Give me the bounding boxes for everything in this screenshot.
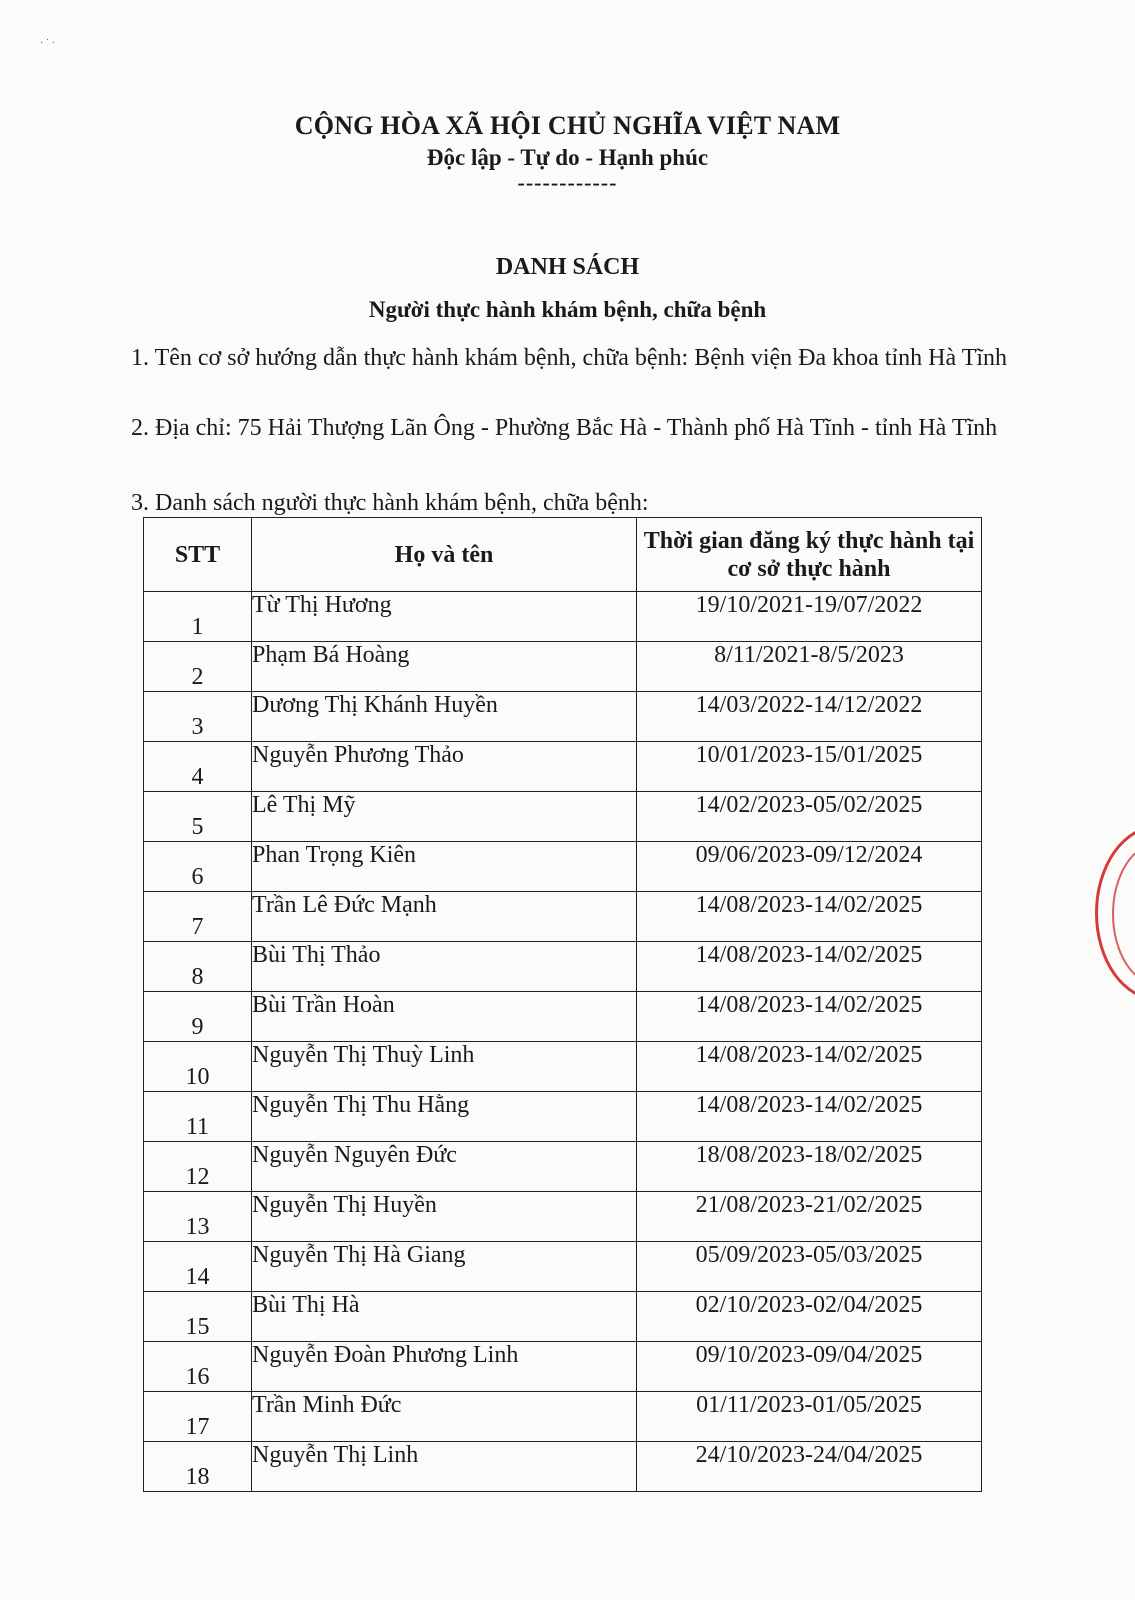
table-row [144,842,982,892]
document-subtitle: Người thực hành khám bệnh, chữa bệnh [368,297,767,322]
table-row [144,1392,982,1442]
row-stt: 8 [144,942,252,992]
table-row [144,892,982,942]
red-seal-stamp [1095,825,1135,1001]
row-stt: 10 [144,1042,252,1092]
table-header-row [144,518,982,592]
row-period: 21/08/2023-21/02/2025 [637,1192,982,1242]
row-name: Bùi Thị Hà [252,1292,637,1342]
row-name: Phan Trọng Kiên [252,842,637,892]
row-stt: 2 [144,642,252,692]
table-row [144,1142,982,1192]
item-list-intro: 3. Danh sách người thực hành khám bệnh, chữa bệnh: [131,490,649,516]
row-stt: 9 [144,992,252,1042]
row-period: 24/10/2023-24/04/2025 [637,1442,982,1492]
table-row [144,1242,982,1292]
table-row [144,1442,982,1492]
row-name: Trần Lê Đức Mạnh [252,892,637,942]
header-stt: STT [144,518,252,592]
row-stt: 15 [144,1292,252,1342]
row-period: 02/10/2023-02/04/2025 [637,1292,982,1342]
nation-header: CỘNG HÒA XÃ HỘI CHỦ NGHĨA VIỆT NAM [294,111,841,140]
row-stt: 3 [144,692,252,742]
row-name: Nguyễn Thị Huyền [252,1192,637,1242]
row-period: 05/09/2023-05/03/2025 [637,1242,982,1292]
table-body [144,592,982,1492]
item-facility-name: 1. Tên cơ sở hướng dẫn thực hành khám bệnh, chữa bệnh: Bệnh viện Đa khoa tỉnh Hà Tĩnh [131,345,1008,371]
item-address: 2. Địa chỉ: 75 Hải Thượng Lãn Ông - Phường Bắc Hà - Thành phố Hà Tĩnh - tỉnh Hà Tĩnh [131,415,998,441]
row-period: 01/11/2023-01/05/2025 [637,1392,982,1442]
row-name: Lê Thị Mỹ [252,792,637,842]
row-period: 09/06/2023-09/12/2024 [637,842,982,892]
row-name: Bùi Thị Thảo [252,942,637,992]
row-stt: 16 [144,1342,252,1392]
practitioner-table [143,517,982,1492]
row-stt: 6 [144,842,252,892]
table-row [144,642,982,692]
row-period: 10/01/2023-15/01/2025 [637,742,982,792]
table-row [144,692,982,742]
row-period: 18/08/2023-18/02/2025 [637,1142,982,1192]
row-period: 19/10/2021-19/07/2022 [637,592,982,642]
header-period: Thời gian đăng ký thực hành tại cơ sở thực hành [637,518,982,592]
row-name: Bùi Trần Hoàn [252,992,637,1042]
row-period: 8/11/2021-8/5/2023 [637,642,982,692]
header-separator: ------------ [517,170,618,195]
scan-specks: · ˙ · [40,38,55,49]
table-row [144,1192,982,1242]
row-stt: 14 [144,1242,252,1292]
header-name: Họ và tên [252,518,637,592]
table-row [144,992,982,1042]
row-name: Nguyễn Nguyên Đức [252,1142,637,1192]
table-row [144,942,982,992]
row-period: 14/08/2023-14/02/2025 [637,1042,982,1092]
row-stt: 4 [144,742,252,792]
row-name: Nguyễn Đoàn Phương Linh [252,1342,637,1392]
row-stt: 12 [144,1142,252,1192]
row-name: Nguyễn Thị Linh [252,1442,637,1492]
document-title: DANH SÁCH [495,254,640,280]
table-row [144,792,982,842]
row-period: 14/03/2022-14/12/2022 [637,692,982,742]
row-period: 14/08/2023-14/02/2025 [637,942,982,992]
row-stt: 17 [144,1392,252,1442]
row-stt: 7 [144,892,252,942]
row-stt: 5 [144,792,252,842]
row-name: Nguyễn Thị Hà Giang [252,1242,637,1292]
row-period: 09/10/2023-09/04/2025 [637,1342,982,1392]
table-row [144,742,982,792]
row-period: 14/08/2023-14/02/2025 [637,1092,982,1142]
table-row [144,1292,982,1342]
table-row [144,1042,982,1092]
row-name: Dương Thị Khánh Huyền [252,692,637,742]
row-period: 14/02/2023-05/02/2025 [637,792,982,842]
row-stt: 11 [144,1092,252,1142]
table-row [144,1342,982,1392]
table-row [144,1092,982,1142]
row-name: Trần Minh Đức [252,1392,637,1442]
row-name: Nguyễn Phương Thảo [252,742,637,792]
table-row [144,592,982,642]
row-name: Phạm Bá Hoàng [252,642,637,692]
row-name: Nguyễn Thị Thuỳ Linh [252,1042,637,1092]
row-period: 14/08/2023-14/02/2025 [637,992,982,1042]
row-name: Từ Thị Hương [252,592,637,642]
row-name: Nguyễn Thị Thu Hằng [252,1092,637,1142]
row-period: 14/08/2023-14/02/2025 [637,892,982,942]
row-stt: 13 [144,1192,252,1242]
row-stt: 18 [144,1442,252,1492]
motto: Độc lập - Tự do - Hạnh phúc [426,145,709,170]
row-stt: 1 [144,592,252,642]
